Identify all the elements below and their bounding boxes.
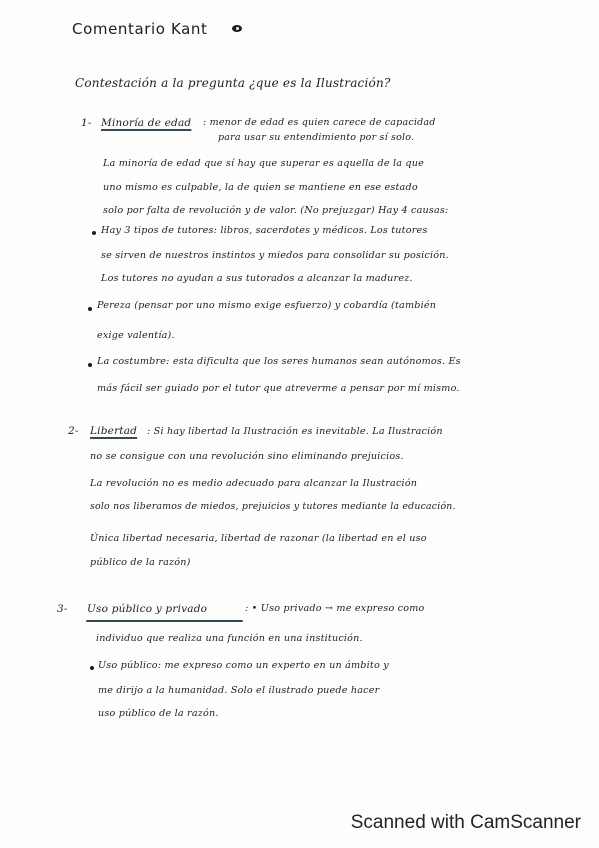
section1-definition-line1: : menor de edad es quien carece de capacidad bbox=[203, 117, 436, 128]
section3-bullet-line: uso público de la razón. bbox=[98, 708, 219, 719]
section2-line: solo nos liberamos de miedos, prejuicios y tutores mediante la educación. bbox=[90, 501, 456, 512]
section3-line: : • Uso privado → me expreso como bbox=[245, 603, 425, 614]
section2-term: Libertad bbox=[90, 425, 138, 437]
question-heading: Contestación a la pregunta ¿que es la Ilustración? bbox=[75, 76, 391, 90]
section1-bullet1-line: Hay 3 tipos de tutores: libros, sacerdotes y médicos. Los tutores bbox=[101, 225, 428, 236]
section1-bullet2-line: Pereza (pensar por uno mismo exige esfuerzo) y cobardía (también bbox=[97, 300, 437, 311]
page-title: Comentario Kant bbox=[72, 20, 208, 38]
section1-para-line: solo por falta de revolución y de valor. (No prejuzgar) Hay 4 causas: bbox=[103, 205, 449, 216]
section1-bullet3-line: La costumbre: esta dificulta que los seres humanos sean autónomos. Es bbox=[97, 356, 461, 367]
bullet-dot bbox=[92, 231, 96, 235]
bullet-dot bbox=[90, 666, 94, 670]
bullet-dot bbox=[88, 307, 92, 311]
section2-line: no se consigue con una revolución sino eliminando prejuicios. bbox=[90, 451, 404, 462]
section1-bullet3-line: más fácil ser guiado por el tutor que atreverme a pensar por mí mismo. bbox=[97, 383, 460, 394]
section3-term-underline bbox=[86, 620, 243, 622]
doodle-mark bbox=[232, 25, 242, 32]
section1-term: Minoría de edad bbox=[101, 117, 192, 129]
section1-number: 1- bbox=[81, 117, 92, 129]
section3-number: 3- bbox=[57, 603, 68, 615]
section2-line: : Si hay libertad la Ilustración es inevitable. La Ilustración bbox=[147, 426, 443, 437]
section1-definition-line2: para usar su entendimiento por sí solo. bbox=[218, 132, 415, 143]
section1-para-line: La minoría de edad que sí hay que superar es aquella de la que bbox=[103, 158, 425, 169]
section3-bullet-line: me dirijo a la humanidad. Solo el ilustrado puede hacer bbox=[98, 685, 380, 696]
section3-term: Uso público y privado bbox=[87, 603, 208, 615]
section1-bullet1-line: se sirven de nuestros instintos y miedos para consolidar su posición. bbox=[101, 250, 449, 261]
scanner-watermark: Scanned with CamScanner bbox=[350, 812, 581, 833]
section1-bullet1-line: Los tutores no ayudan a sus tutorados a alcanzar la madurez. bbox=[101, 273, 413, 284]
section1-bullet2-line: exige valentía). bbox=[97, 330, 175, 341]
section2-line: Única libertad necesaria, libertad de razonar (la libertad en el uso bbox=[90, 533, 427, 544]
bullet-dot bbox=[88, 363, 92, 367]
section3-bullet-line: Uso público: me expreso como un experto en un ámbito y bbox=[98, 660, 389, 671]
section2-number: 2- bbox=[68, 425, 79, 437]
section3-line: individuo que realiza una función en una institución. bbox=[96, 633, 363, 644]
section2-line: público de la razón) bbox=[90, 557, 191, 568]
section2-line: La revolución no es medio adecuado para alcanzar la Ilustración bbox=[90, 478, 418, 489]
section1-para-line: uno mismo es culpable, la de quien se mantiene en ese estado bbox=[103, 182, 418, 193]
